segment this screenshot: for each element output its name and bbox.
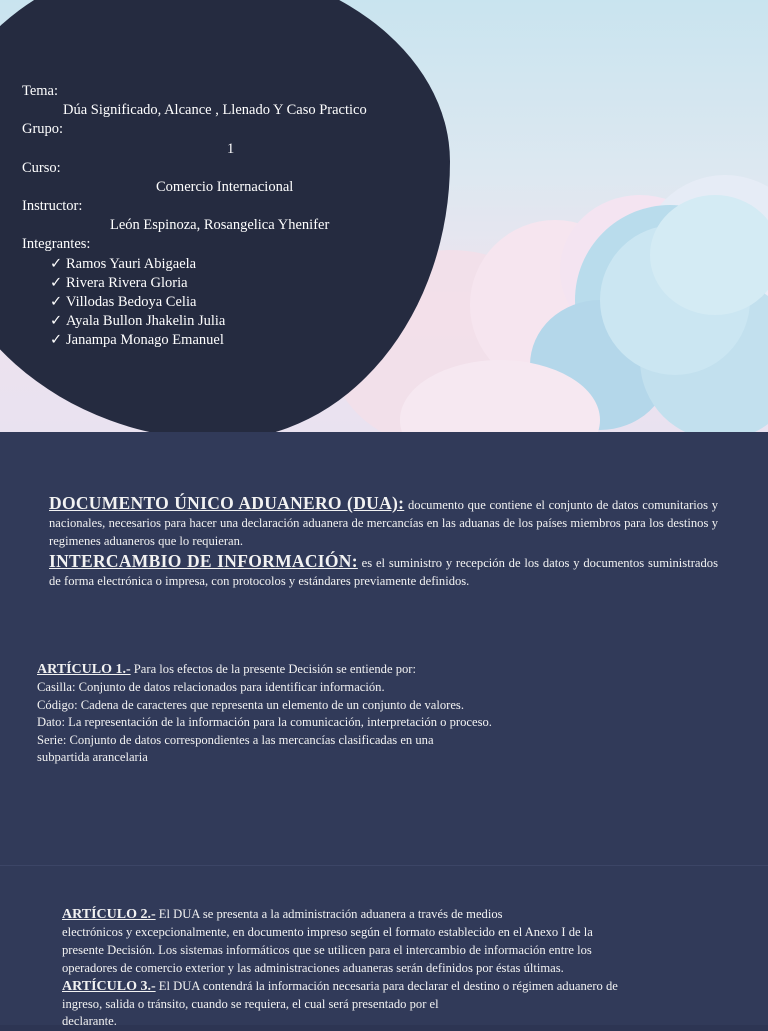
article-3-line: El DUA contendrá la información necesaria para declarar el destino o régimen aduanero de <box>158 979 618 993</box>
article-3-heading <box>62 978 618 996</box>
ie-text: es el suministro y recepción de los datos y documentos suministrados de forma electrónica o impresa, con protocolos y estándares previamente definidos. <box>49 556 718 588</box>
article-1-line: Casilla: Conjunto de datos relacionados para identificar información. <box>37 680 385 694</box>
article-2-line: El DUA se presenta a la administración aduanera a través de medios <box>158 907 503 921</box>
member-name: Janampa Monago Emanuel <box>66 332 224 348</box>
article-1-line: subpartida arancelaria <box>37 750 148 764</box>
definitions-slide <box>0 432 768 865</box>
cover-info <box>0 0 768 432</box>
article-1-intro: Para los efectos de la presente Decisión se entiende por: <box>133 662 416 676</box>
article-1-heading <box>37 661 416 679</box>
check-mark-icon: ✓ <box>50 256 63 272</box>
member-item <box>50 274 188 293</box>
tema-value: Dúa Significado, Alcance , Llenado Y Caso Practico <box>63 102 367 118</box>
check-mark-icon: ✓ <box>50 294 63 310</box>
member-item <box>50 312 225 331</box>
ie-term: INTERCAMBIO DE INFORMACIÓN: <box>49 551 358 571</box>
article-2-line: electrónicos y excepcionalmente, en documento impreso según el formato establecido en el Anexo I de la <box>62 925 593 939</box>
curso-label: Curso: <box>22 160 61 176</box>
integrantes-label: Integrantes: <box>22 236 91 252</box>
dua-term: DOCUMENTO ÚNICO ADUANERO (DUA): <box>49 493 405 513</box>
check-mark-icon: ✓ <box>50 313 63 329</box>
check-mark-icon: ✓ <box>50 275 63 291</box>
instructor-value: León Espinoza, Rosangelica Yhenifer <box>110 217 330 233</box>
article-1-line: Código: Cadena de caracteres que representa un elemento de un conjunto de valores. <box>37 698 464 712</box>
member-item <box>50 255 196 274</box>
article-1-line: Serie: Conjunto de datos correspondientes a las mercancías clasificadas en una <box>37 733 434 747</box>
grupo-value: 1 <box>227 141 235 157</box>
article-1-title: ARTÍCULO 1.- <box>37 662 131 677</box>
article-3-line: declarante. <box>62 1014 117 1028</box>
article-2-heading <box>62 906 503 924</box>
member-item <box>50 331 224 350</box>
member-item <box>50 293 196 312</box>
member-name: Ramos Yauri Abigaela <box>66 256 197 272</box>
grupo-label: Grupo: <box>22 121 64 137</box>
article-2-line: operadores de comercio exterior y las administraciones aduaneras serán definidos por éstas últimas. <box>62 961 564 975</box>
article-2-line: presente Decisión. Los sistemas informáticos que se utilicen para el intercambio de información entre los <box>62 943 592 957</box>
cover-slide <box>0 0 768 432</box>
article-2-title: ARTÍCULO 2.- <box>62 907 156 922</box>
articles-slide <box>0 865 768 1028</box>
instructor-label: Instructor: <box>22 198 83 214</box>
curso-value: Comercio Internacional <box>156 179 294 195</box>
tema-label: Tema: <box>22 83 59 99</box>
dua-definition <box>49 494 718 550</box>
article-3-title: ARTÍCULO 3.- <box>62 979 156 994</box>
member-name: Villodas Bedoya Celia <box>66 294 197 310</box>
ie-definition <box>49 552 718 590</box>
member-name: Rivera Rivera Gloria <box>66 275 188 291</box>
article-3-line: ingreso, salida o tránsito, cuando se requiera, el cual será presentado por el <box>62 997 439 1011</box>
article-1-line: Dato: La representación de la información para la comunicación, interpretación o proceso. <box>37 715 492 729</box>
check-mark-icon: ✓ <box>50 332 63 348</box>
dua-text: documento que contiene el conjunto de datos comunitarios y nacionales, necesarios para hacer una declaración aduanera de mercancías en las aduanas de los países miembros para los destinos y regimenes aduaneros que lo requieran. <box>49 498 718 548</box>
member-name: Ayala Bullon Jhakelin Julia <box>66 313 226 329</box>
